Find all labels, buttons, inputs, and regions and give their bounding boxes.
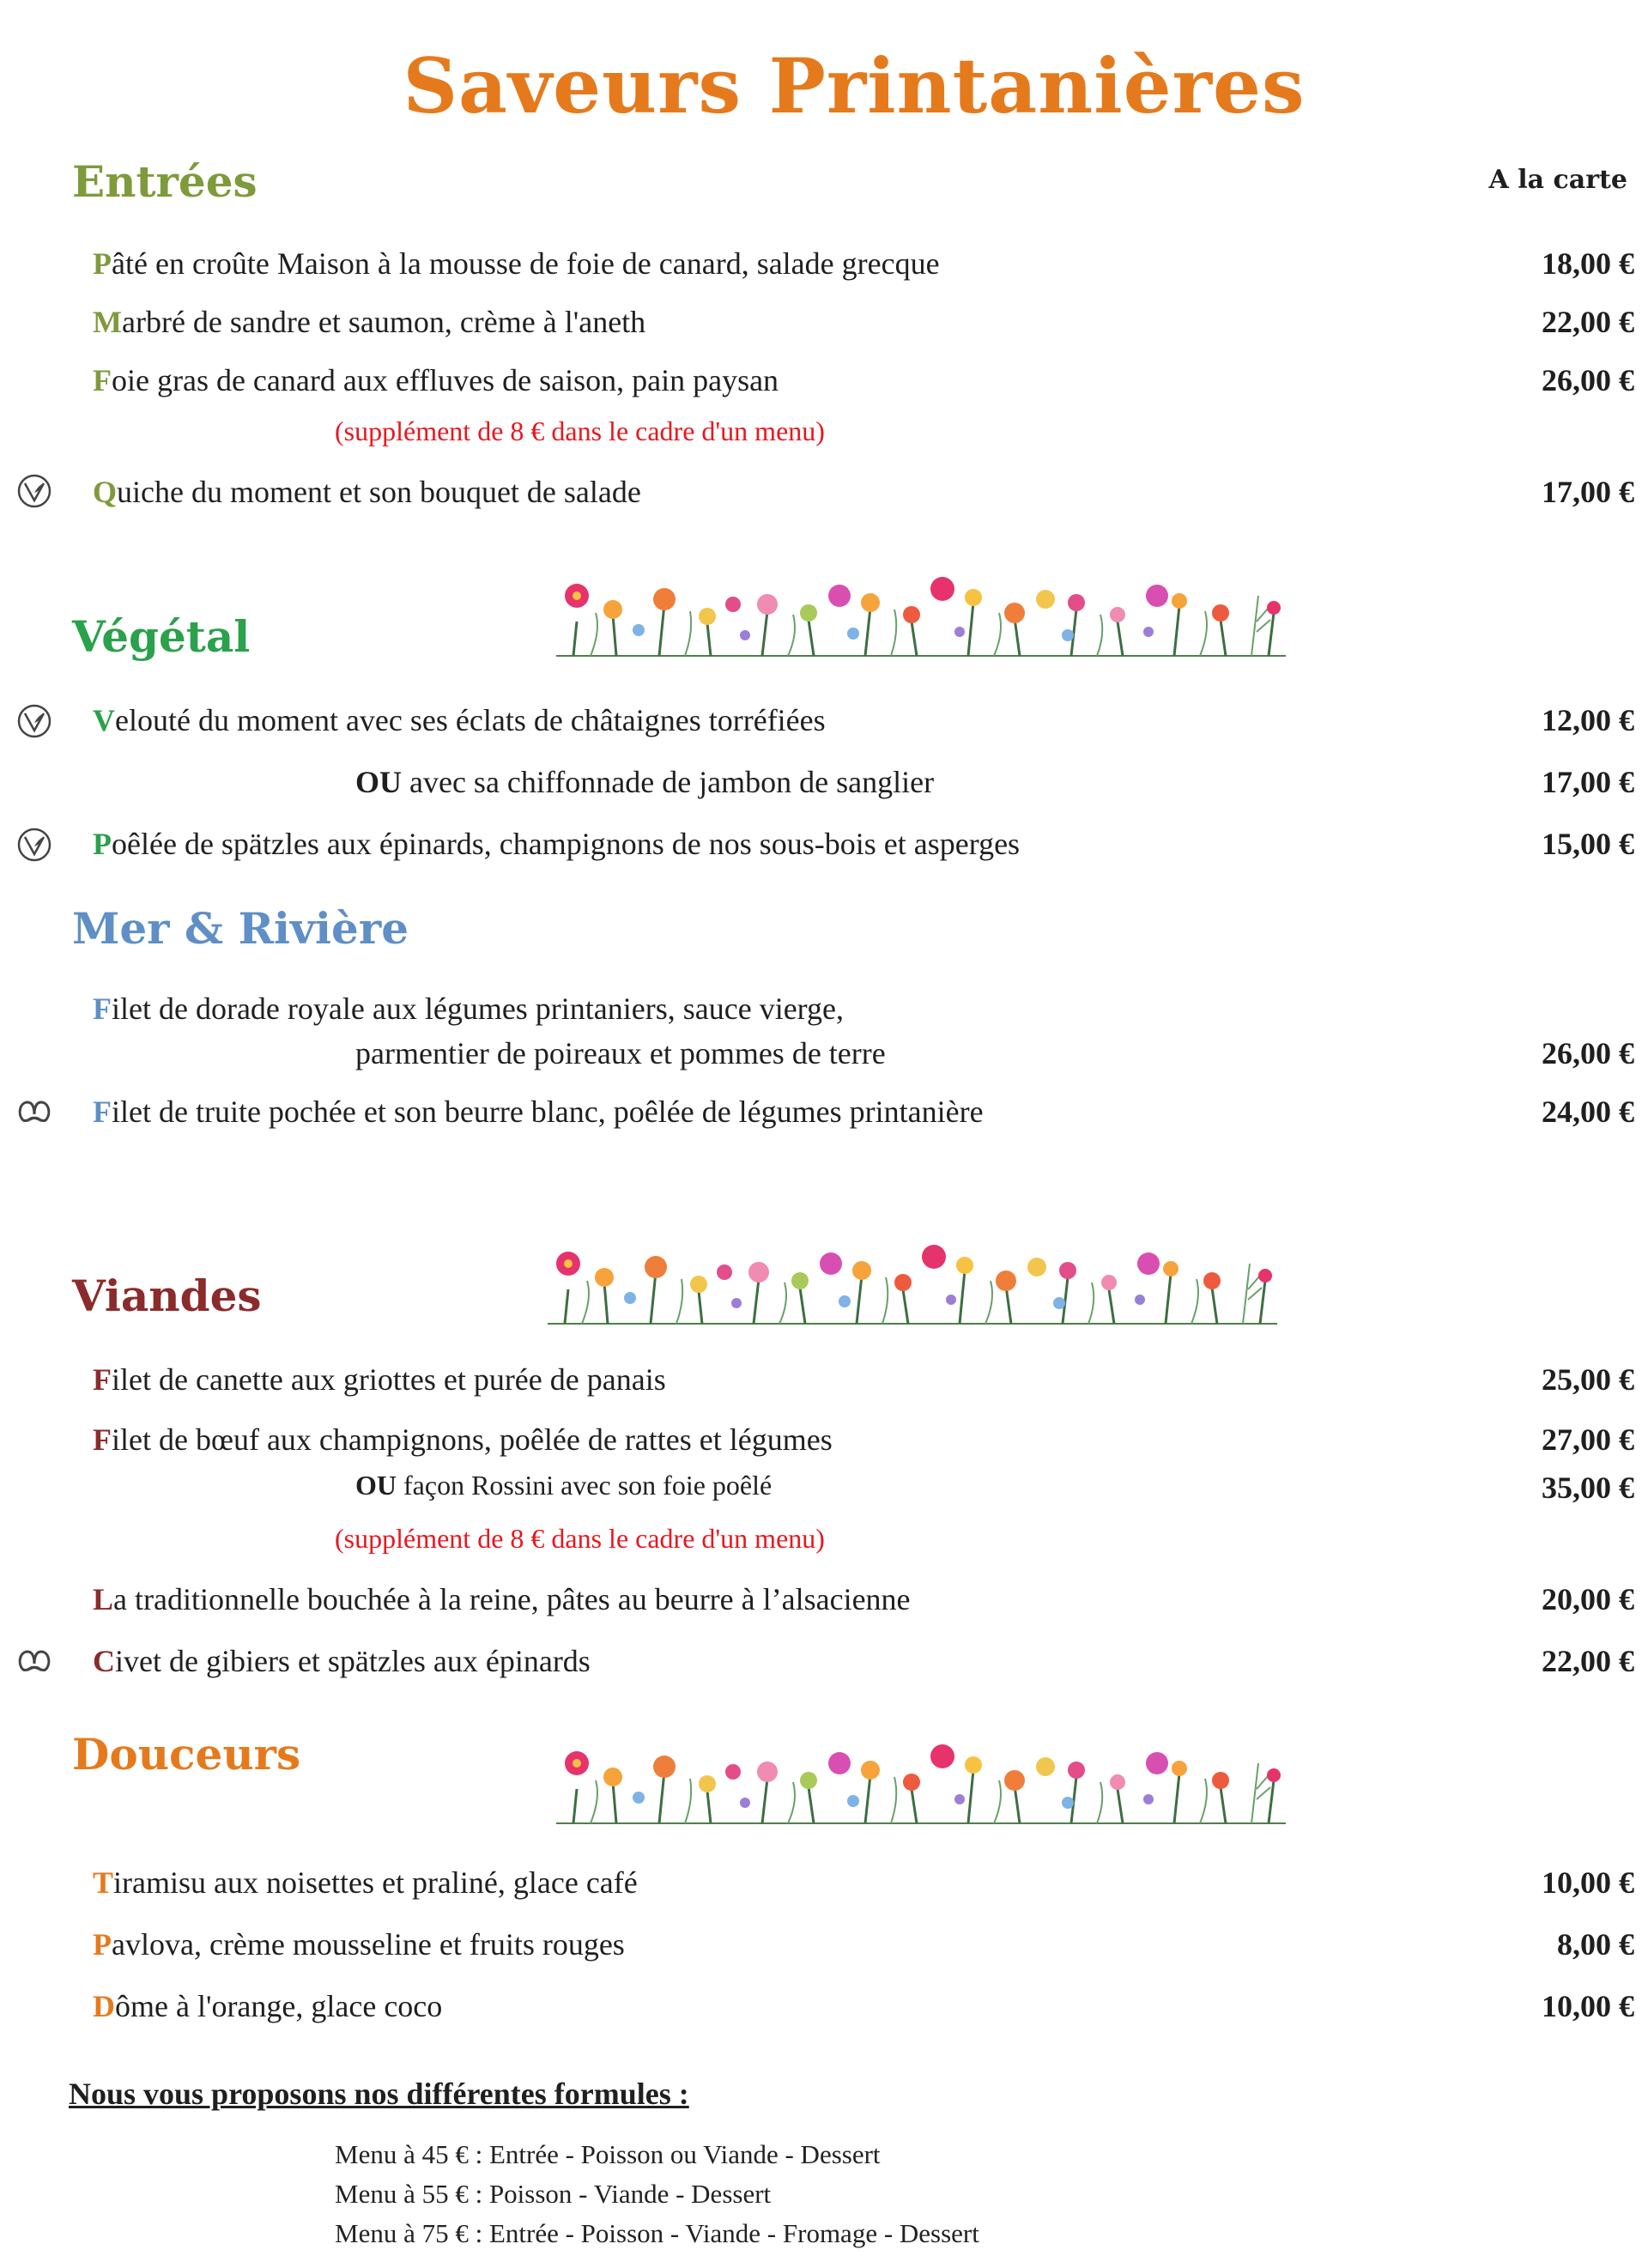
item-initial: F [93, 1362, 112, 1397]
item-initial: L [93, 1582, 114, 1616]
pretzel-icon [15, 1643, 53, 1681]
item-text: ilet de truite pochée et son beurre blanc, poêlée de légumes printanière [112, 1095, 984, 1129]
menu-item [93, 1422, 833, 1458]
section-title-mer [72, 903, 409, 954]
vegetarian-icon [15, 472, 53, 510]
section-title-text: Douceurs [72, 1729, 301, 1780]
section-title-text: Viandes [72, 1270, 262, 1321]
menu-item [93, 1361, 666, 1398]
supplement-note: (supplément de 8 € dans le cadre d'un menu) [335, 415, 825, 446]
section-title-douceurs [72, 1729, 300, 1780]
item-initial: M [93, 305, 122, 339]
item-price: 10,00 € [1542, 1865, 1634, 1900]
item-text: âté en croûte Maison à la mousse de foie de canard, salade grecque [112, 246, 940, 281]
item-initial: F [93, 1095, 112, 1129]
item-text: ilet de bœuf aux champignons, poêlée de rattes et légumes [112, 1422, 833, 1457]
item-text: ilet de dorade royale aux légumes printaniers, sauce vierge, [112, 991, 844, 1026]
menu-item [93, 1094, 984, 1130]
item-initial: F [93, 363, 112, 397]
item-price: 26,00 € [1542, 363, 1634, 397]
flower-border-decoration [556, 570, 1286, 659]
item-text: ivet de gibiers et spätzles aux épinards [115, 1644, 591, 1678]
item-initial: V [93, 703, 115, 737]
item-text: iramisu aux noisettes et praliné, glace café [113, 1865, 638, 1900]
formules-heading: Nous vous proposons nos différentes formules : [69, 2077, 689, 2111]
section-title-viandes [72, 1270, 262, 1321]
item-initial: Q [93, 475, 118, 509]
item-text: oie gras de canard aux effluves de saison, pain paysan [112, 363, 779, 397]
formule-line: Menu à 75 € : Entrée - Poisson - Viande - Fromage - Dessert [335, 2218, 979, 2248]
formule-line: Menu à 45 € : Entrée - Poisson ou Viande - Dessert [335, 2139, 881, 2169]
item-price: 22,00 € [1542, 305, 1634, 339]
section-title-text: Mer & Rivière [72, 903, 409, 954]
item-text: elouté du moment avec ses éclats de châtaignes torréfiées [115, 703, 826, 737]
menu-item [93, 1926, 625, 1962]
item-price: 27,00 € [1542, 1422, 1634, 1457]
item-price: 20,00 € [1542, 1582, 1634, 1616]
formule-line: Menu à 55 € : Poisson - Viande - Dessert [335, 2179, 772, 2209]
ou-label: OU [355, 765, 402, 799]
vegetarian-icon [15, 702, 53, 740]
item-price: 10,00 € [1542, 1989, 1634, 2023]
item-text: oêlée de spätzles aux épinards, champignons de nos sous-bois et asperges [112, 827, 1021, 861]
item-price: 12,00 € [1542, 703, 1634, 737]
item-text: ilet de canette aux griottes et purée de panais [112, 1362, 666, 1397]
section-title-entrees [72, 156, 258, 207]
item-text-continuation: parmentier de poireaux et pommes de terre [355, 1036, 886, 1070]
pretzel-icon [15, 1094, 53, 1131]
menu-item [93, 826, 1020, 862]
item-text: avec sa chiffonnade de jambon de sanglier [402, 765, 935, 799]
item-text: arbré de sandre et saumon, crème à l'aneth [121, 305, 646, 339]
flower-border-decoration [548, 1238, 1277, 1327]
page-title: Saveurs Printanières [403, 41, 1306, 130]
item-price: 15,00 € [1542, 827, 1634, 861]
item-text: a traditionnelle bouchée à la reine, pâtes au beurre à l’alsacienne [113, 1582, 911, 1616]
section-title-vegetal [72, 611, 250, 662]
menu-item-variant [355, 1470, 772, 1501]
menu-item [93, 1643, 591, 1679]
item-price: 22,00 € [1542, 1644, 1634, 1678]
menu-item [93, 474, 641, 510]
menu-item [93, 362, 779, 398]
item-initial: P [93, 1927, 112, 1962]
item-text: avlova, crème mousseline et fruits rouges [112, 1927, 625, 1962]
item-text: uiche du moment et son bouquet de salade [117, 475, 641, 509]
item-initial: P [93, 827, 112, 861]
item-price: 17,00 € [1542, 765, 1634, 799]
item-initial: F [93, 1422, 112, 1457]
item-initial: C [93, 1644, 115, 1678]
item-text: ôme à l'orange, glace coco [115, 1989, 443, 2023]
a-la-carte-label: A la carte [1488, 165, 1627, 195]
menu-item [93, 246, 940, 282]
menu-item [93, 1581, 911, 1617]
item-price: 17,00 € [1542, 475, 1634, 509]
vegetarian-icon [15, 826, 53, 864]
menu-item [93, 702, 826, 738]
menu-item [93, 1988, 442, 2024]
item-initial: P [93, 246, 112, 281]
item-price: 26,00 € [1542, 1036, 1634, 1070]
item-text: façon Rossini avec son foie poêlé [397, 1470, 772, 1501]
supplement-note: (supplément de 8 € dans le cadre d'un menu) [335, 1523, 825, 1554]
item-price: 35,00 € [1542, 1471, 1634, 1505]
menu-item-variant [355, 764, 934, 800]
item-initial: D [93, 1989, 115, 2023]
section-title-text: Entrées [72, 156, 258, 207]
ou-label: OU [355, 1470, 397, 1501]
item-price: 8,00 € [1557, 1927, 1634, 1962]
item-price: 18,00 € [1542, 246, 1634, 281]
menu-item [93, 991, 844, 1027]
menu-item [93, 304, 645, 340]
flower-border-decoration [556, 1737, 1286, 1827]
section-title-text: Végétal [72, 611, 251, 662]
item-initial: T [93, 1865, 114, 1900]
item-price: 24,00 € [1542, 1095, 1634, 1129]
menu-item [93, 1865, 638, 1901]
item-initial: F [93, 991, 112, 1026]
item-price: 25,00 € [1542, 1362, 1634, 1397]
